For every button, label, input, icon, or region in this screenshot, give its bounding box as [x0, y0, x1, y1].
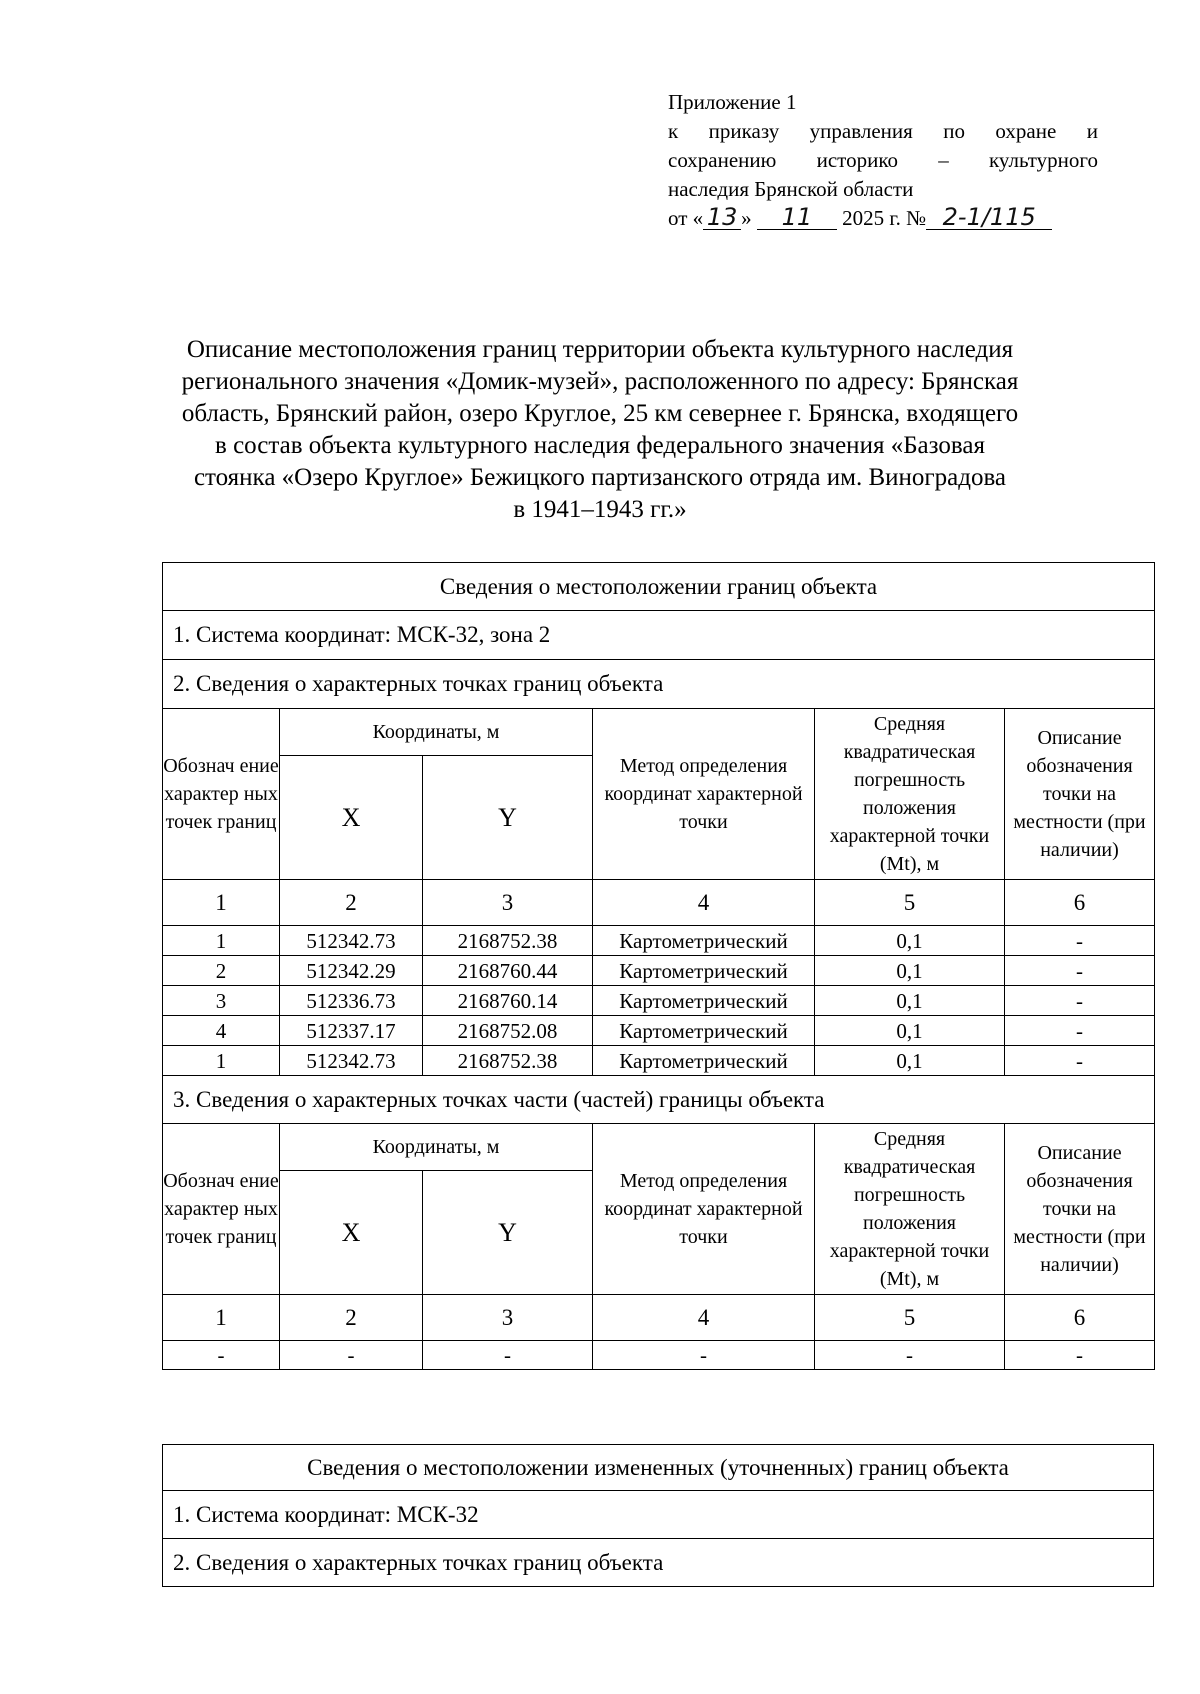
- column-number: 2: [280, 880, 423, 926]
- date-month: 11: [757, 205, 837, 230]
- col-description-header: Описание обозначения точки на местности (при наличии): [1005, 1124, 1155, 1295]
- point-x: 512337.17: [280, 1016, 423, 1046]
- title-line: стоянка «Озеро Круглое» Бежицкого партизанского отряда им. Виноградова: [193, 464, 1007, 491]
- part-point-y: -: [423, 1341, 593, 1370]
- date-year: 2025 г. №: [842, 206, 927, 230]
- column-number: 1: [163, 1295, 280, 1341]
- title-line: регионального значения «Домик-музей», расположенного по адресу: Брянская: [181, 368, 1019, 395]
- column-number: 4: [593, 1295, 815, 1341]
- col-y-header: Y: [423, 1171, 593, 1295]
- point-desc: -: [1005, 986, 1155, 1016]
- col-x-header: X: [280, 756, 423, 880]
- point-method: Картометрический: [593, 986, 815, 1016]
- table-row: [163, 926, 1155, 956]
- table2-coord-system: 1. Система координат: МСК-32: [163, 1491, 1154, 1539]
- point-y: 2168760.44: [423, 956, 593, 986]
- title-line: в состав объекта культурного наследия федерального значения «Базовая: [215, 432, 985, 459]
- date-day: 13: [703, 205, 741, 230]
- point-number: 1: [163, 926, 280, 956]
- col-designation-header: Обознач ение характер ных точек границ: [163, 709, 280, 880]
- part-point-desc: -: [1005, 1341, 1155, 1370]
- title-line: Описание местоположения границ территории объекта культурного наследия: [186, 336, 1014, 363]
- column-number: 2: [280, 1295, 423, 1341]
- boundary-table: [162, 562, 1155, 1370]
- date-day-suffix: »: [741, 206, 752, 230]
- part-point-mt: -: [815, 1341, 1005, 1370]
- table-row: [163, 1341, 1155, 1370]
- table-row: [163, 1046, 1155, 1076]
- table2-heading: Сведения о местоположении измененных (уточненных) границ объекта: [163, 1445, 1154, 1491]
- column-number: 3: [423, 1295, 593, 1341]
- annex-line-3: сохранению историко – культурного: [668, 148, 1098, 172]
- table1-coord-system: 1. Система координат: МСК-32, зона 2: [163, 611, 1155, 660]
- point-y: 2168752.38: [423, 1046, 593, 1076]
- title-line: в 1941–1943 гг.»: [513, 496, 687, 523]
- column-number: 3: [423, 880, 593, 926]
- point-method: Картометрический: [593, 926, 815, 956]
- annex-line-1: Приложение 1: [668, 90, 797, 114]
- changed-boundary-table: [162, 1444, 1154, 1587]
- point-mt: 0,1: [815, 1046, 1005, 1076]
- point-desc: -: [1005, 956, 1155, 986]
- column-number: 6: [1005, 880, 1155, 926]
- point-number: 3: [163, 986, 280, 1016]
- part-point-x: -: [280, 1341, 423, 1370]
- col-x-header: X: [280, 1171, 423, 1295]
- point-mt: 0,1: [815, 926, 1005, 956]
- col-method-header: Метод определения координат характерной точки: [593, 709, 815, 880]
- col-coords-header: Координаты, м: [280, 1124, 593, 1171]
- part-point-method: -: [593, 1341, 815, 1370]
- document-title: [130, 334, 1070, 526]
- table-row: [163, 986, 1155, 1016]
- column-number: 6: [1005, 1295, 1155, 1341]
- point-x: 512342.73: [280, 926, 423, 956]
- col-description-header: Описание обозначения точки на местности (при наличии): [1005, 709, 1155, 880]
- col-coords-header: Координаты, м: [280, 709, 593, 756]
- annex-line-4: наследия Брянской области: [668, 177, 914, 201]
- column-number: 5: [815, 880, 1005, 926]
- point-mt: 0,1: [815, 1016, 1005, 1046]
- col-method-header: Метод определения координат характерной точки: [593, 1124, 815, 1295]
- point-x: 512336.73: [280, 986, 423, 1016]
- point-x: 512342.73: [280, 1046, 423, 1076]
- point-method: Картометрический: [593, 956, 815, 986]
- col-designation-header: Обознач ение характер ных точек границ: [163, 1124, 280, 1295]
- col-y-header: Y: [423, 756, 593, 880]
- col-error-header: Средняя квадратическая погрешность положения характерной точки (Mt), м: [815, 709, 1005, 880]
- column-number: 4: [593, 880, 815, 926]
- table1-heading: Сведения о местоположении границ объекта: [163, 563, 1155, 611]
- table-row: [163, 1016, 1155, 1046]
- point-y: 2168760.14: [423, 986, 593, 1016]
- point-method: Картометрический: [593, 1016, 815, 1046]
- annex-date-line: [668, 204, 1098, 233]
- point-number: 4: [163, 1016, 280, 1046]
- point-desc: -: [1005, 1016, 1155, 1046]
- point-y: 2168752.08: [423, 1016, 593, 1046]
- part-point-number: -: [163, 1341, 280, 1370]
- table2-section2: 2. Сведения о характерных точках границ объекта: [163, 1539, 1154, 1587]
- date-prefix: от «: [668, 206, 704, 230]
- table1-section2: 2. Сведения о характерных точках границ объекта: [163, 660, 1155, 709]
- point-number: 1: [163, 1046, 280, 1076]
- annex-block: [668, 88, 1098, 233]
- point-desc: -: [1005, 926, 1155, 956]
- table-row: [163, 956, 1155, 986]
- point-method: Картометрический: [593, 1046, 815, 1076]
- point-x: 512342.29: [280, 956, 423, 986]
- point-mt: 0,1: [815, 986, 1005, 1016]
- title-line: область, Брянский район, озеро Круглое, 25 км севернее г. Брянска, входящего: [181, 400, 1019, 427]
- col-error-header: Средняя квадратическая погрешность положения характерной точки (Mt), м: [815, 1124, 1005, 1295]
- table1-section3: 3. Сведения о характерных точках части (частей) границы объекта: [163, 1076, 1155, 1124]
- point-y: 2168752.38: [423, 926, 593, 956]
- column-number: 5: [815, 1295, 1005, 1341]
- annex-line-2: к приказу управления по охране и: [668, 119, 1098, 143]
- point-number: 2: [163, 956, 280, 986]
- point-mt: 0,1: [815, 956, 1005, 986]
- point-desc: -: [1005, 1046, 1155, 1076]
- column-number: 1: [163, 880, 280, 926]
- order-number: 2-1/115: [926, 205, 1052, 230]
